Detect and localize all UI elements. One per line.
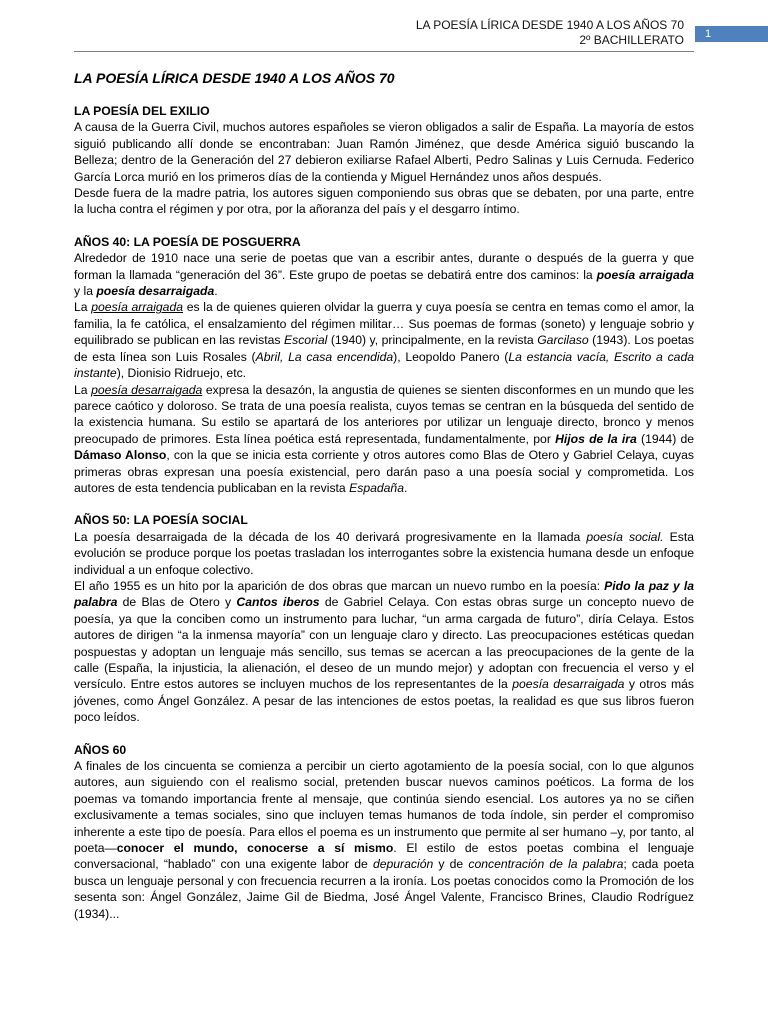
document-title: LA POESÍA LÍRICA DESDE 1940 A LOS AÑOS 70 <box>74 70 395 86</box>
section-exilio <box>74 103 694 218</box>
section-heading-anos-50: AÑOS 50: LA POESÍA SOCIAL <box>74 513 248 528</box>
header-divider <box>74 51 694 52</box>
section-anos-50 <box>74 512 694 725</box>
paragraph: Alrededor de 1910 nace una serie de poetas que van a escribir antes, durante o después de la guerra y que forman la llamada “generación del 36”. Este grupo de poetas se debatirá entre dos caminos: la poesía arraigada y la poesía desarraigada. <box>74 251 694 299</box>
page-header <box>416 18 684 48</box>
section-heading-anos-40: AÑOS 40: LA POESÍA DE POSGUERRA <box>74 234 301 249</box>
paragraph: La poesía desarraigada de la década de los 40 derivará progresivamente en la llamada poesía social. Esta evolución se produce porque los poetas trasladan los interrogantes sobre la existencia humana desde un enfoque individual a un enfoque colectivo. <box>74 529 694 577</box>
paragraph: La poesía arraigada es la de quienes quieren olvidar la guerra y cuya poesía se centra en temas como el amor, la familia, la fe católica, el ensalzamiento del régimen militar… Sus poemas de formas (soneto) y lenguaje sobrio y equilibrado se publican en las revistas Escorial (1940) y, principalmente, en la revista Garcilaso (1943). Los poetas de esta línea son Luis Rosales (Abril, La casa encendida), Leopoldo Panero (La estancia vacía, Escrito a cada instante), Dionisio Ridruejo, etc. <box>74 300 695 381</box>
paragraph: Desde fuera de la madre patria, los autores siguen componiendo sus obras que se debaten, por una parte, entre la lucha contra el régimen y por otra, por la añoranza del país y el desgarro íntimo. <box>74 186 694 217</box>
paragraph: A causa de la Guerra Civil, muchos autores españoles se vieron obligados a salir de España. La mayoría de estos siguió publicando allí donde se encontraban: Juan Ramón Jiménez, que desde América siguió buscando la Belleza; dentro de la Generación del 27 debieron exiliarse Rafael Alberti, Pedro Salinas y Luis Cernuda. Federico García Lorca murió en los primeros días de la contienda y Miguel Hernández unos años después. <box>74 120 694 184</box>
section-heading-anos-60: AÑOS 60 <box>74 742 127 757</box>
section-anos-40 <box>74 234 694 497</box>
header-course: 2º BACHILLERATO <box>579 33 684 47</box>
paragraph: A finales de los cincuenta se comienza a percibir un cierto agotamiento de la poesía social, con lo que algunos autores, aun siguiendo con el realismo social, pretenden buscar nuevos caminos poéticos. La forma de los poemas va tomando importancia frente al mensaje, que continúa siendo esencial. Los autores ya no se ciñen exclusivamente a temas sociales, sino que incluyen temas humanos de toda índole, sin perder el compromiso inherente a este tipo de poesía. Para ellos el poema es un instrumento que permite al ser humano –y, por tanto, al poeta—conocer el mundo, conocerse a sí mismo. El estilo de estos poetas combina el lenguaje conversacional, “hablado” con una exigente labor de depuración y de concentración de la palabra; cada poeta busca un lenguaje personal y con frecuencia recurren a la ironía. Los poetas conocidos como la Promoción de los sesenta son: Ángel González, Jaime Gil de Biedma, José Ángel Valente, Francisco Brines, Claudio Rodríguez (1934)... <box>74 759 694 921</box>
paragraph: El año 1955 es un hito por la aparición de dos obras que marcan un nuevo rumbo en la poesía: Pido la paz y la palabra de Blas de Otero y Cantos iberos de Gabriel Celaya. Con estas obras surge un concepto nuevo de poesía, ya que la conciben como un instrumento para luchar, “un arma cargada de futuro”, diría Celaya. Estos autores de dirigen “a la inmensa mayoría” con un lenguaje claro y directo. Las preocupaciones estéticas quedan pospuestas y adoptan un lenguaje más sencillo, sus temas se acercan a las preocupaciones de la gente de la calle (España, la injusticia, la alienación, el deseo de un mundo mejor) y adoptan con frecuencia el verso y el versículo. Entre estos autores se incluyen muchos de los representantes de la poesía desarraigada y otros más jóvenes, como Ángel González. A pesar de las intenciones de estos poetas, la realidad es que sus libros fueron poco leídos. <box>74 578 694 725</box>
header-title: LA POESÍA LÍRICA DESDE 1940 A LOS AÑOS 70 <box>415 18 684 32</box>
paragraph: La poesía desarraigada expresa la desazón, la angustia de quienes se sienten disconformes en un mundo que les parece caótico y doloroso. Se trata de una poesía realista, cuyos temas se centran en la búsqueda del sentido de la existencia humana. Su estilo se apartará de los anteriores por utilizar un lenguaje directo, bronco y menos preocupado de primores. Esta línea poética está representada, fundamentalmente, por Hijos de la ira (1944) de Dámaso Alonso, con la que se inicia esta corriente y otros autores como Blas de Otero y Gabriel Celaya, cuyas primeras obras expresan una poesía existencial, pero darán paso a una poesía social y comprometida. Los autores de esta tendencia publicaban en la revista Espadaña. <box>74 382 695 495</box>
page-number-badge: 1 <box>695 26 768 42</box>
section-heading-exilio: LA POESÍA DEL EXILIO <box>74 104 210 118</box>
document-body <box>74 70 694 938</box>
section-anos-60 <box>74 742 694 922</box>
